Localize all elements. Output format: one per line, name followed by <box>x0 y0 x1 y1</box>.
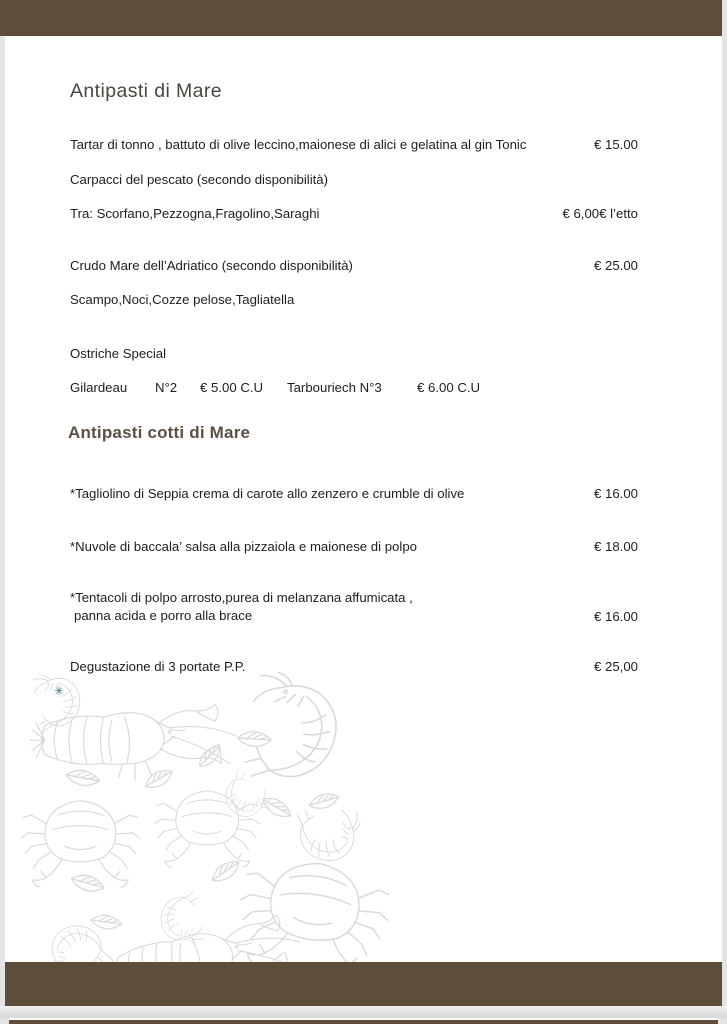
item-price: € 15.00 <box>594 137 638 152</box>
item-name: *Tagliolino di Seppia crema di carote allo zenzero e crumble di olive <box>70 486 465 501</box>
oyster-price-tarbouriech: € 6.00 C.U <box>417 380 481 395</box>
section-title-antipasti-cotti-di-mare: Antipasti cotti di Mare <box>68 423 251 442</box>
shrimp-illustration <box>33 676 80 732</box>
menu-item-nuvole-baccala <box>70 539 638 554</box>
item-price: € 16.00 <box>594 486 638 501</box>
menu-item-crudo-mare <box>70 258 638 273</box>
item-name: Carpacci del pescato (secondo disponibilità) <box>70 172 329 187</box>
shrimp-illustration <box>230 672 349 797</box>
item-price: € 6,00€ l’etto <box>562 206 638 221</box>
menu-item-carpacci <box>70 172 638 187</box>
crayfish-illustration <box>30 705 236 781</box>
menu-item-tagliolino <box>70 486 638 501</box>
item-name: Crudo Mare dell’Adriatico (secondo disponibilità) <box>70 258 353 273</box>
crab-illustration <box>21 801 140 887</box>
leaf-illustration <box>237 729 272 748</box>
item-name-line2: panna acida e porro alla brace <box>74 607 253 623</box>
menu-item-tra-scorfano <box>70 206 638 221</box>
item-name: *Nuvole di baccala’ salsa alla pizzaiola e maionese di polpo <box>70 539 417 554</box>
item-price: € 25.00 <box>594 258 638 273</box>
oyster-name-gilardeau: Gilardeau <box>70 380 128 395</box>
oyster-size-gilardeau: N°2 <box>155 380 178 395</box>
item-price: € 25,00 <box>594 659 638 674</box>
next-page-top-band <box>9 1018 718 1024</box>
item-name: Tra: Scorfano,Pezzogna,Fragolino,Saraghi <box>70 206 320 221</box>
crab-illustration <box>232 853 394 962</box>
item-name: Degustazione di 3 portate P.P. <box>70 659 246 674</box>
leaf-illustration <box>65 767 101 790</box>
oyster-name-tarbouriech: Tarbouriech N°3 <box>287 380 382 395</box>
item-price: € 18.00 <box>594 539 638 554</box>
menu-item-tartar <box>70 137 638 152</box>
footnote-asterisk: ✳ <box>54 684 65 698</box>
oyster-price-line <box>70 380 638 396</box>
shrimp-illustration <box>161 892 203 942</box>
leaf-illustration <box>142 766 176 791</box>
page-bottom-brown-band <box>5 962 722 1006</box>
item-name: Scampo,Noci,Cozze pelose,Tagliatella <box>70 292 295 307</box>
leaf-illustration <box>90 912 123 932</box>
item-name <box>70 589 413 624</box>
item-name: Tartar di tonno , battuto di olive leccino,maionese di alici e gelatina al gin Tonic <box>70 137 527 152</box>
menu-item-tentacoli-polpo <box>70 589 638 624</box>
menu-item-scampo <box>70 292 638 307</box>
page-separator-gap <box>0 1006 727 1018</box>
leaf-illustration <box>69 871 106 896</box>
menu-item-ostriche-special <box>70 346 638 361</box>
section-title-antipasti-di-mare: Antipasti di Mare <box>70 80 223 102</box>
leaf-illustration <box>308 791 341 811</box>
item-name: Ostriche Special <box>70 346 167 361</box>
item-price: € 16.00 <box>594 609 638 624</box>
item-name-line1: *Tentacoli di polpo arrosto,purea di melanzana affumicata , <box>70 590 413 605</box>
shrimp-illustration <box>291 802 362 865</box>
leaf-illustration <box>208 857 243 885</box>
oyster-price-gilardeau: € 5.00 C.U <box>200 380 264 395</box>
seafood-line-art <box>10 672 410 962</box>
crab-illustration <box>155 791 260 867</box>
page-top-brown-band <box>0 0 722 36</box>
